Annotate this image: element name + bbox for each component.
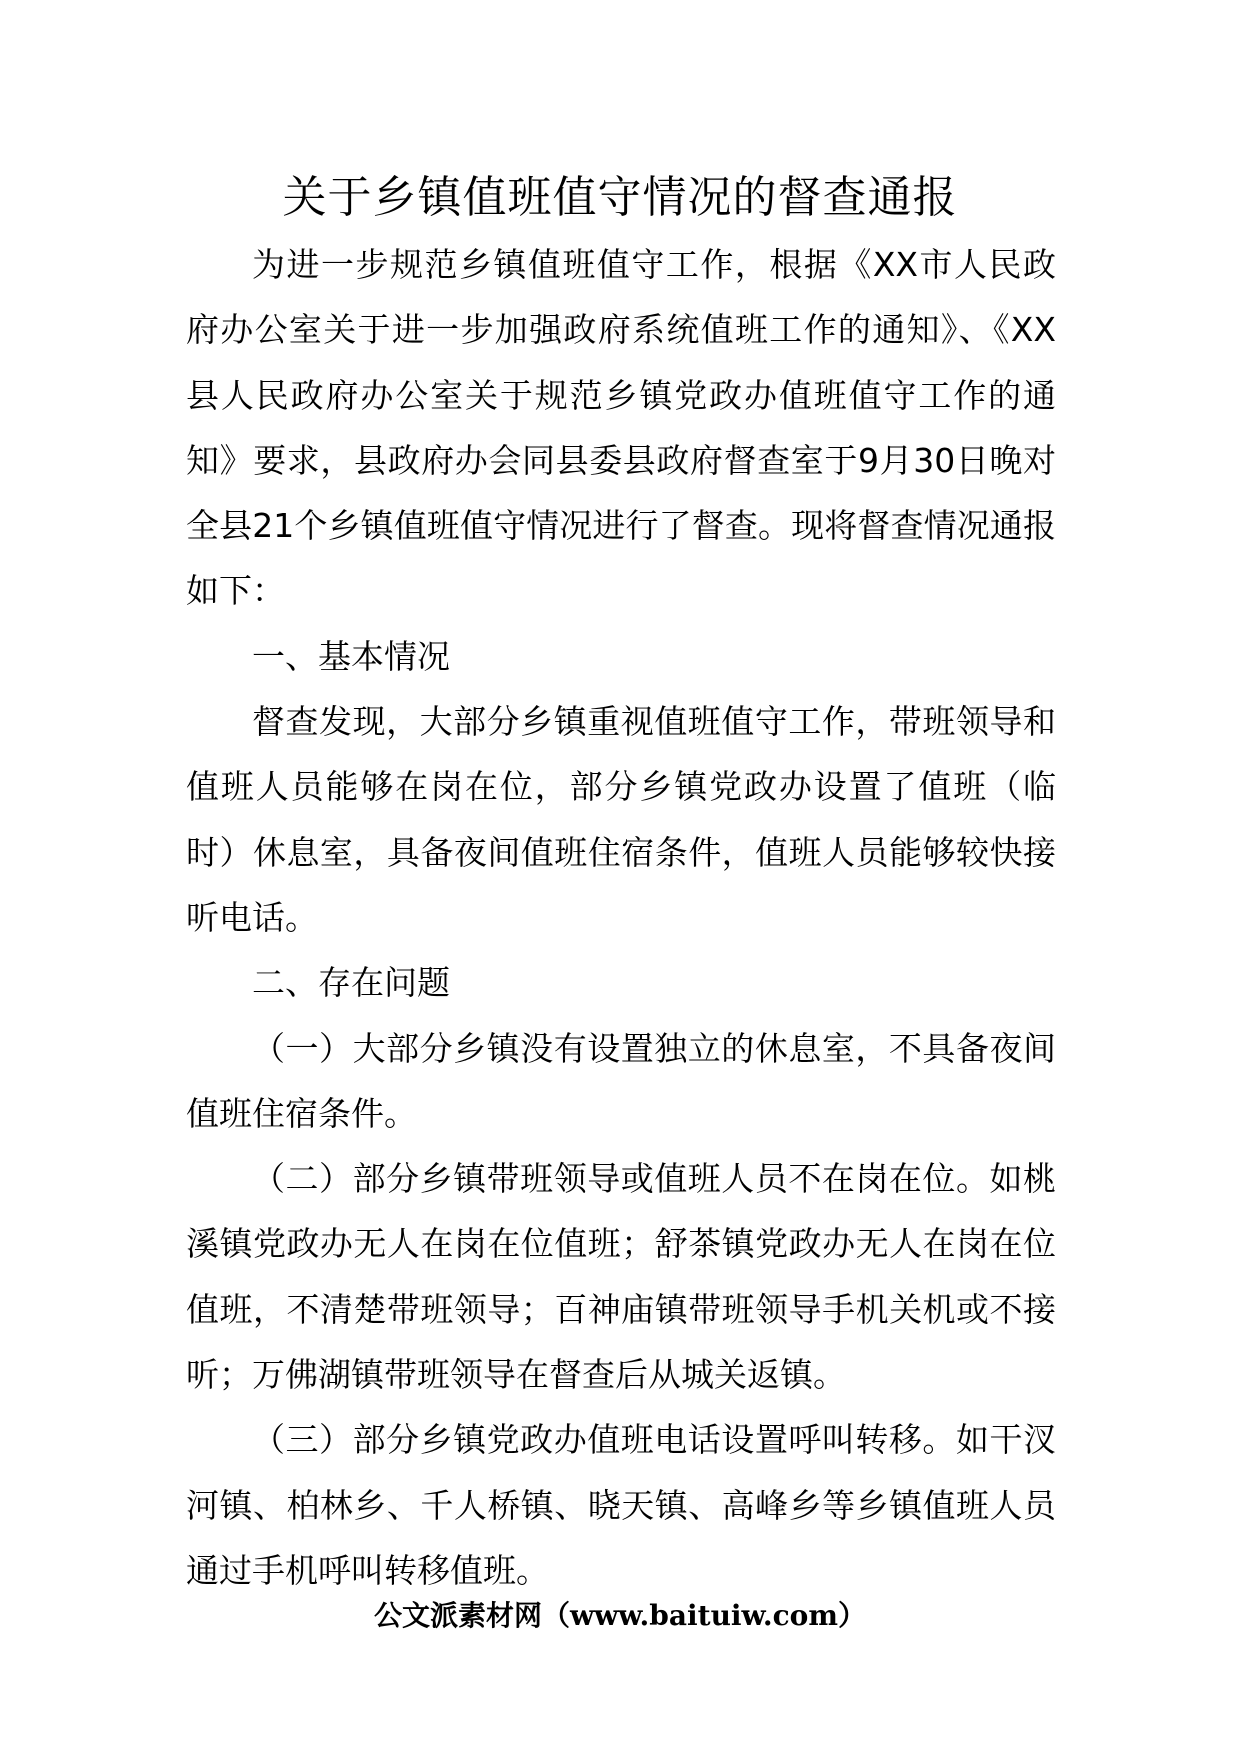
paragraph-basic-situation: 督查发现，大部分乡镇重视值班值守工作，带班领导和值班人员能够在岗在位，部分乡镇党政办设置了值班（临时）休息室，具备夜间值班住宿条件，值班人员能够较快接听电话。	[186, 702, 1056, 937]
paragraph-problem-1: （一）大部分乡镇没有设置独立的休息室，不具备夜间值班住宿条件。	[186, 1028, 1056, 1133]
paragraph-problem-3: （三）部分乡镇党政办值班电话设置呼叫转移。如干汊河镇、柏林乡、千人桥镇、晓天镇、高峰乡等乡镇值班人员通过手机呼叫转移值班。	[186, 1420, 1056, 1590]
document-body	[186, 232, 1056, 1603]
section-heading-basic-situation: 一、基本情况	[252, 636, 450, 676]
section-heading-problems: 二、存在问题	[252, 963, 450, 1003]
paragraph-intro: 为进一步规范乡镇值班值守工作，根据《XX市人民政府办公室关于进一步加强政府系统值班工作的通知》、《XX县人民政府办公室关于规范乡镇党政办值班值守工作的通知》要求，县政府办会同县委县政府督查室于9月30日晚对全县21个乡镇值班值守情况进行了督查。现将督查情况通报如下：	[186, 245, 1056, 611]
paragraph-problem-2: （二）部分乡镇带班领导或值班人员不在岗在位。如桃溪镇党政办无人在岗在位值班；舒茶镇党政办无人在岗在位值班，不清楚带班领导；百神庙镇带班领导手机关机或不接听；万佛湖镇带班领导在督查后从城关返镇。	[186, 1159, 1056, 1395]
document-title: 关于乡镇值班值守情况的督查通报	[282, 172, 958, 223]
footer-watermark: 公文派素材网（www.baituiw.com）	[374, 1599, 866, 1632]
